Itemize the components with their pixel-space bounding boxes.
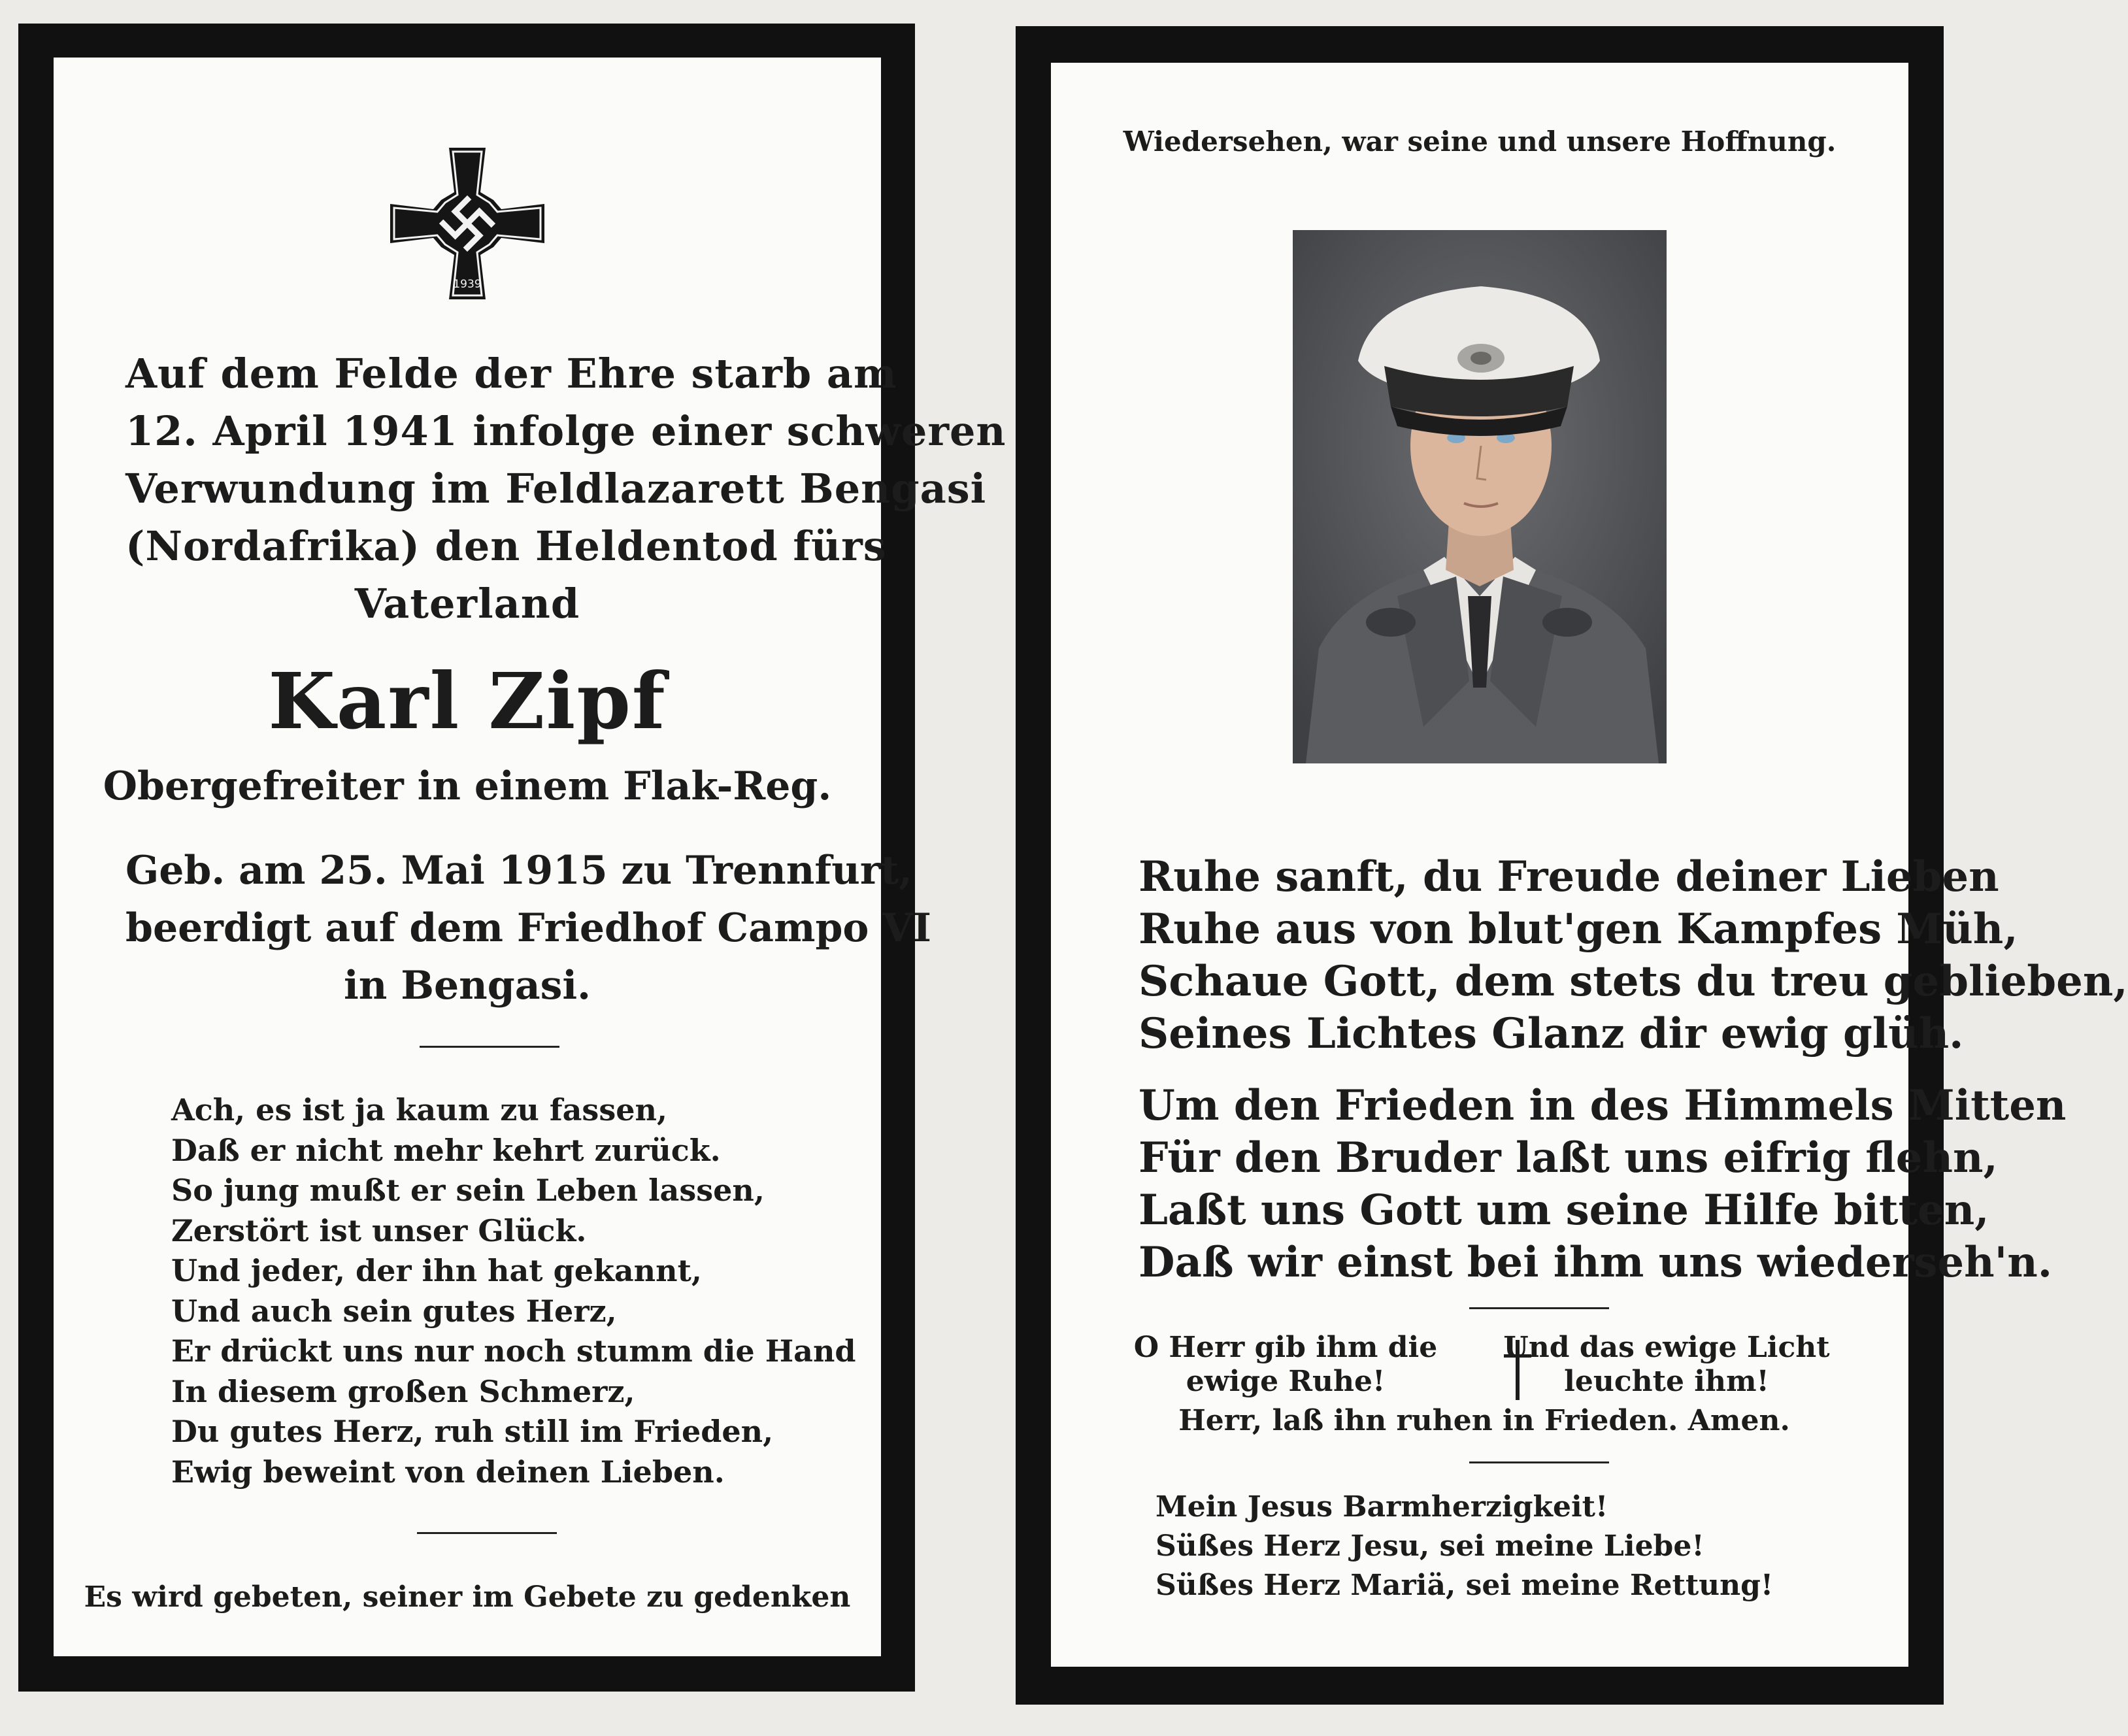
verse-line: Für den Bruder laßt uns eifrig flehn,: [1139, 1133, 1998, 1182]
poem-line: Du gutes Herz, ruh still im Frieden,: [171, 1414, 774, 1449]
burial-line: beerdigt auf dem Friedhof Campo VI: [125, 905, 931, 951]
announcement-line: 12. April 1941 infolge einer schweren: [125, 407, 1006, 455]
poem-line: So jung mußt er sein Leben lassen,: [171, 1173, 765, 1208]
prayer-line: Herr, laß ihn ruhen in Frieden. Amen.: [1178, 1404, 1790, 1437]
verse-stanza-1: [1139, 851, 2128, 1060]
birth-burial-info: [125, 842, 931, 1014]
ejaculation-line: Mein Jesus Barmherzigkeit!: [1155, 1490, 1608, 1524]
verse-line: Ruhe sanft, du Freude deiner Lieben: [1139, 852, 1999, 901]
military-rank: Obergefreiter in einem Flak-Reg.: [103, 763, 832, 809]
divider: [420, 1046, 559, 1048]
divider: [1469, 1307, 1609, 1309]
poem-line: Zerstört ist unser Glück.: [171, 1212, 587, 1248]
prayer-line: Und das ewige Licht: [1503, 1331, 1830, 1364]
memorial-card-right: [1016, 26, 2128, 1705]
poem-line: Er drückt uns nur noch stumm die Hand: [171, 1333, 856, 1369]
burial-place-line: in Bengasi.: [343, 963, 591, 1009]
ejaculation-prayers: [1155, 1488, 1773, 1605]
ejaculation-line: Süßes Herz Jesu, sei meine Liebe!: [1155, 1529, 1704, 1563]
announcement-line: Verwundung im Feldlazarett Bengasi: [125, 465, 987, 512]
poem-line: Ewig beweint von deinen Lieben.: [171, 1454, 725, 1490]
memorial-card-left: [18, 24, 1006, 1692]
ejaculation-line: Süßes Herz Mariä, sei meine Rettung!: [1155, 1569, 1774, 1602]
death-announcement: [125, 345, 1006, 633]
iron-cross-icon: [54, 146, 881, 301]
poem-line: Und auch sein gutes Herz,: [171, 1293, 617, 1329]
card-left-paper: [54, 58, 1006, 1656]
verse-line: Daß wir einst bei ihm uns wiederseh'n.: [1139, 1238, 2052, 1287]
soldier-portrait-photo: [1293, 230, 1667, 763]
requiem-prayer: [1132, 1331, 1837, 1442]
verse-line: Seines Lichtes Glanz dir ewig glüh.: [1139, 1009, 1964, 1058]
poem-line: In diesem großen Schmerz,: [171, 1373, 635, 1409]
poem-line: Und jeder, der ihn hat gekannt,: [171, 1253, 702, 1288]
announcement-line: Vaterland: [354, 580, 580, 627]
prayer-left: [1132, 1331, 1439, 1399]
divider: [417, 1532, 557, 1534]
prayer-line: leuchte ihm!: [1564, 1365, 1769, 1398]
cross-year: 1939: [453, 278, 482, 291]
announcement-line: (Nordafrika) den Heldentod fürs: [125, 522, 887, 570]
verse-line: Laßt uns Gott um seine Hilfe bitten,: [1139, 1186, 1989, 1235]
poem-line: Daß er nicht mehr kehrt zurück.: [171, 1132, 721, 1168]
prayer-line: ewige Ruhe!: [1186, 1365, 1386, 1398]
verse-line: Schaue Gott, dem stets du treu geblieben,: [1139, 957, 2128, 1006]
deceased-name: Karl Zipf: [268, 656, 667, 746]
prayer-request: Es wird gebeten, seiner im Gebete zu gedenken: [84, 1580, 851, 1614]
verse-line: Ruhe aus von blut'gen Kampfes Müh,: [1139, 905, 2018, 954]
card-right-paper: [1051, 63, 2128, 1667]
verse-line: Um den Frieden in des Himmels Mitten: [1139, 1081, 2067, 1130]
prayer-line: O Herr gib ihm die: [1133, 1331, 1438, 1364]
poem-line: Ach, es ist ja kaum zu fassen,: [171, 1092, 667, 1127]
verse-stanza-2: [1139, 1080, 2066, 1289]
hope-line: Wiedersehen, war seine und unsere Hoffnung.: [1123, 125, 1837, 158]
memorial-poem: [171, 1090, 856, 1492]
announcement-line: Auf dem Felde der Ehre starb am: [125, 350, 897, 397]
birth-line: Geb. am 25. Mai 1915 zu Trennfurt,: [125, 848, 913, 893]
prayer-right: [1497, 1331, 1837, 1399]
divider: [1469, 1461, 1609, 1463]
